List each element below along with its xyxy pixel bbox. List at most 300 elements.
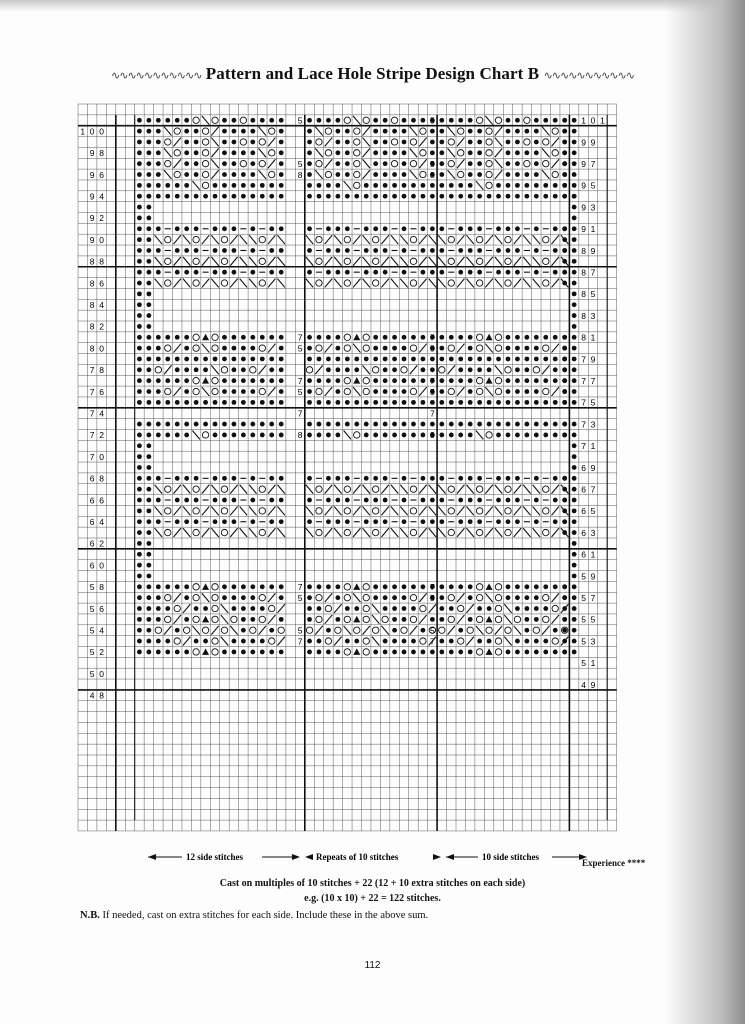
purl-dot: [184, 161, 189, 166]
ssk-backslash: [211, 159, 218, 168]
yarn-over-circle: [543, 508, 549, 514]
purl-dot: [572, 216, 577, 221]
purl-dot: [241, 129, 246, 134]
purl-dot: [213, 433, 218, 438]
purl-dot: [137, 639, 142, 644]
k2tog-slash: [183, 637, 190, 646]
purl-dot: [421, 183, 426, 188]
purl-dot: [326, 422, 331, 427]
purl-dot: [279, 140, 284, 145]
triangle-stitch: [486, 583, 493, 590]
purl-dot: [402, 519, 407, 524]
nb-label: N.B.: [80, 910, 100, 921]
purl-dot: [279, 617, 284, 622]
purl-dot: [496, 400, 501, 405]
purl-dot: [194, 422, 199, 427]
purl-dot: [383, 118, 388, 123]
ssk-backslash: [400, 485, 407, 494]
purl-dot: [232, 357, 237, 362]
purl-dot: [203, 357, 208, 362]
row-label-left: 4: [99, 408, 104, 419]
ssk-backslash: [466, 257, 473, 266]
ssk-backslash: [183, 506, 190, 515]
purl-dot: [184, 335, 189, 340]
purl-dot: [345, 129, 350, 134]
yarn-over-circle: [202, 182, 208, 188]
purl-dot: [562, 270, 567, 275]
purl-dot: [392, 650, 397, 655]
purl-dot: [184, 367, 189, 372]
ssk-backslash: [429, 257, 436, 266]
purl-dot: [279, 650, 284, 655]
ssk-backslash: [363, 365, 370, 374]
purl-dot: [562, 487, 567, 492]
purl-dot: [421, 476, 426, 481]
purl-dot: [250, 226, 255, 231]
purl-dot: [184, 346, 189, 351]
purl-dot: [307, 606, 312, 611]
row-label-left: 8: [99, 473, 104, 484]
purl-dot: [184, 595, 189, 600]
nb-text: If needed, cast on extra stitches for each side. Include these in the above sum.: [102, 910, 429, 921]
ssk-backslash: [429, 235, 436, 244]
purl-dot: [458, 118, 463, 123]
purl-dot: [354, 422, 359, 427]
purl-dot: [354, 400, 359, 405]
purl-dot: [458, 183, 463, 188]
purl-dot: [146, 530, 151, 535]
ssk-backslash: [448, 127, 455, 136]
ssk-backslash: [202, 116, 209, 125]
purl-dot: [279, 335, 284, 340]
stitch-count: 7: [297, 408, 303, 419]
yarn-over-circle: [372, 508, 378, 514]
purl-dot: [317, 194, 322, 199]
purl-dot: [279, 248, 284, 253]
purl-dot: [439, 617, 444, 622]
yarn-over-circle: [448, 529, 454, 535]
row-label-left: 6: [89, 473, 95, 484]
purl-dot: [269, 194, 274, 199]
k2tog-slash: [514, 279, 521, 288]
purl-dot: [213, 194, 218, 199]
purl-dot: [411, 639, 416, 644]
purl-dot: [515, 335, 520, 340]
ssk-backslash: [466, 506, 473, 515]
yarn-over-circle: [202, 139, 208, 145]
purl-dot: [572, 259, 577, 264]
purl-dot: [506, 270, 511, 275]
k2tog-slash: [381, 235, 388, 244]
purl-dot: [335, 248, 340, 253]
purl-dot: [373, 226, 378, 231]
k2tog-slash: [315, 365, 322, 374]
purl-dot: [213, 226, 218, 231]
yarn-over-circle: [524, 117, 530, 123]
row-label-left: 8: [89, 278, 95, 289]
purl-dot: [534, 129, 539, 134]
ssk-backslash: [438, 235, 445, 244]
row-label-left: 0: [99, 560, 104, 571]
purl-dot: [402, 378, 407, 383]
purl-dot: [241, 628, 246, 633]
yarn-over-circle: [165, 236, 171, 242]
purl-dot: [137, 270, 142, 275]
purl-dot: [269, 433, 274, 438]
yarn-over-circle: [420, 638, 426, 644]
purl-dot: [279, 183, 284, 188]
purl-dot: [383, 498, 388, 503]
row-label-right: 9: [590, 571, 596, 582]
purl-dot: [137, 606, 142, 611]
yarn-over-circle: [505, 258, 511, 264]
purl-dot: [307, 617, 312, 622]
yarn-over-circle: [174, 638, 180, 644]
k2tog-slash: [202, 485, 209, 494]
purl-dot: [146, 400, 151, 405]
ssk-backslash: [438, 528, 445, 537]
k2tog-slash: [164, 365, 171, 374]
row-label-left: 0: [99, 126, 104, 137]
k2tog-slash: [552, 615, 559, 624]
row-label-right: 1: [590, 224, 596, 235]
purl-dot: [534, 433, 539, 438]
purl-dot: [335, 617, 340, 622]
purl-dot: [562, 183, 567, 188]
k2tog-slash: [363, 170, 370, 179]
purl-dot: [383, 476, 388, 481]
purl-dot: [156, 433, 161, 438]
purl-dot: [213, 476, 218, 481]
purl-dot: [137, 563, 142, 568]
purl-dot: [373, 357, 378, 362]
purl-dot: [250, 150, 255, 155]
purl-dot: [279, 389, 284, 394]
k2tog-slash: [211, 626, 218, 635]
purl-dot: [524, 378, 529, 383]
purl-dot: [250, 335, 255, 340]
purl-dot: [194, 367, 199, 372]
purl-dot: [232, 194, 237, 199]
purl-dot: [146, 584, 151, 589]
yarn-over-circle: [533, 627, 539, 633]
ssk-backslash: [495, 485, 502, 494]
purl-dot: [232, 226, 237, 231]
purl-dot: [232, 519, 237, 524]
purl-dot: [345, 270, 350, 275]
stitch-count: 5: [297, 115, 303, 126]
purl-dot: [468, 617, 473, 622]
purl-dot: [222, 129, 227, 134]
purl-dot: [392, 172, 397, 177]
purl-dot: [524, 422, 529, 427]
purl-dot: [194, 357, 199, 362]
k2tog-slash: [552, 138, 559, 147]
purl-dot: [392, 584, 397, 589]
purl-dot: [317, 357, 322, 362]
purl-dot: [232, 248, 237, 253]
purl-dot: [562, 161, 567, 166]
purl-dot: [146, 606, 151, 611]
purl-dot: [364, 194, 369, 199]
purl-dot: [307, 498, 312, 503]
k2tog-slash: [353, 528, 360, 537]
yarn-over-circle: [505, 627, 511, 633]
purl-dot: [137, 498, 142, 503]
purl-dot: [175, 248, 180, 253]
purl-dot: [572, 465, 577, 470]
ssk-backslash: [277, 528, 284, 537]
purl-dot: [421, 433, 426, 438]
purl-dot: [562, 118, 567, 123]
ssk-backslash: [466, 279, 473, 288]
purl-dot: [477, 422, 482, 427]
yarn-over-circle: [543, 280, 549, 286]
ssk-backslash: [372, 637, 379, 646]
ssk-backslash: [363, 279, 370, 288]
purl-dot: [496, 194, 501, 199]
row-label-right: 0: [590, 115, 596, 126]
ssk-backslash: [542, 127, 549, 136]
purl-dot: [307, 335, 312, 340]
purl-dot: [335, 595, 340, 600]
purl-dot: [553, 183, 558, 188]
title-ornament-right: ∿∿∿∿∿∿∿∿∿∿∿: [543, 70, 634, 82]
yarn-over-circle: [259, 486, 265, 492]
purl-dot: [137, 346, 142, 351]
purl-dot: [203, 639, 208, 644]
yarn-over-circle: [448, 616, 454, 622]
chart-symbols: [137, 116, 576, 656]
yarn-over-circle: [278, 627, 284, 633]
yarn-over-circle: [316, 616, 322, 622]
ssk-backslash: [221, 604, 228, 613]
k2tog-slash: [457, 387, 464, 396]
purl-dot: [250, 433, 255, 438]
ssk-backslash: [183, 279, 190, 288]
purl-dot: [279, 129, 284, 134]
purl-dot: [232, 346, 237, 351]
k2tog-slash: [419, 485, 426, 494]
purl-dot: [364, 422, 369, 427]
k2tog-slash: [268, 279, 275, 288]
purl-dot: [515, 161, 520, 166]
yarn-over-circle: [155, 367, 161, 373]
ssk-backslash: [249, 506, 256, 515]
k2tog-slash: [277, 604, 284, 613]
purl-dot: [335, 357, 340, 362]
purl-dot: [562, 650, 567, 655]
purl-dot: [402, 400, 407, 405]
purl-dot: [156, 357, 161, 362]
row-label-right: 7: [590, 158, 596, 169]
yarn-over-circle: [552, 128, 558, 134]
purl-dot: [468, 346, 473, 351]
purl-dot: [553, 357, 558, 362]
purl-dot: [506, 357, 511, 362]
purl-dot: [421, 194, 426, 199]
purl-dot: [222, 498, 227, 503]
purl-dot: [562, 367, 567, 372]
page-spine-shadow: [665, 0, 745, 1024]
purl-dot: [383, 270, 388, 275]
purl-dot: [307, 270, 312, 275]
k2tog-slash: [268, 528, 275, 537]
ssk-backslash: [183, 235, 190, 244]
purl-dot: [524, 346, 529, 351]
ssk-backslash: [504, 615, 511, 624]
ssk-backslash: [164, 170, 171, 179]
yarn-over-circle: [250, 367, 256, 373]
stitch-count: 7: [430, 332, 435, 343]
ssk-backslash: [466, 235, 473, 244]
ssk-backslash: [249, 235, 256, 244]
purl-dot: [553, 519, 558, 524]
purl-dot: [468, 118, 473, 123]
ssk-backslash: [438, 257, 445, 266]
k2tog-slash: [277, 637, 284, 646]
purl-dot: [137, 140, 142, 145]
purl-dot: [553, 422, 558, 427]
purl-dot: [269, 584, 274, 589]
purl-dot: [449, 357, 454, 362]
ssk-backslash: [211, 257, 218, 266]
k2tog-slash: [174, 138, 181, 147]
purl-dot: [137, 313, 142, 318]
purl-dot: [279, 595, 284, 600]
yarn-over-circle: [552, 638, 558, 644]
purl-dot: [562, 508, 567, 513]
purl-dot: [439, 248, 444, 253]
ssk-backslash: [155, 257, 162, 266]
ssk-backslash: [344, 431, 351, 440]
purl-dot: [506, 389, 511, 394]
yarn-over-circle: [174, 605, 180, 611]
purl-dot: [232, 183, 237, 188]
yarn-over-circle: [202, 171, 208, 177]
purl-dot: [383, 150, 388, 155]
purl-dot: [553, 335, 558, 340]
purl-dot: [269, 422, 274, 427]
purl-dot: [203, 422, 208, 427]
purl-dot: [506, 150, 511, 155]
purl-dot: [146, 248, 151, 253]
purl-dot: [534, 150, 539, 155]
purl-dot: [449, 118, 454, 123]
purl-dot: [553, 248, 558, 253]
purl-dot: [156, 161, 161, 166]
k2tog-slash: [268, 138, 275, 147]
yarn-over-circle: [543, 258, 549, 264]
purl-dot: [137, 291, 142, 296]
purl-dot: [572, 324, 577, 329]
yarn-over-circle: [174, 128, 180, 134]
purl-dot: [156, 606, 161, 611]
purl-dot: [392, 378, 397, 383]
stitch-count: 7: [430, 636, 435, 647]
purl-dot: [402, 617, 407, 622]
purl-dot: [449, 584, 454, 589]
purl-dot: [250, 650, 255, 655]
purl-dot: [137, 389, 142, 394]
k2tog-slash: [325, 506, 332, 515]
purl-dot: [553, 498, 558, 503]
purl-dot: [534, 357, 539, 362]
purl-dot: [307, 226, 312, 231]
purl-dot: [279, 226, 284, 231]
yarn-over-circle: [476, 584, 482, 590]
ssk-backslash: [211, 485, 218, 494]
purl-dot: [326, 476, 331, 481]
purl-dot: [326, 335, 331, 340]
purl-dot: [562, 335, 567, 340]
purl-dot: [222, 595, 227, 600]
purl-dot: [562, 378, 567, 383]
yarn-over-circle: [410, 258, 416, 264]
purl-dot: [194, 248, 199, 253]
purl-dot: [279, 118, 284, 123]
yarn-over-circle: [524, 160, 530, 166]
purl-dot: [383, 389, 388, 394]
purl-dot: [250, 639, 255, 644]
purl-dot: [430, 150, 435, 155]
row-label-right: 7: [590, 267, 596, 278]
purl-dot: [137, 150, 142, 155]
purl-dot: [496, 433, 501, 438]
k2tog-slash: [259, 365, 266, 374]
purl-dot: [515, 606, 520, 611]
k2tog-slash: [211, 127, 218, 136]
yarn-over-circle: [552, 150, 558, 156]
purl-dot: [515, 118, 520, 123]
purl-dot: [175, 226, 180, 231]
k2tog-slash: [419, 615, 426, 624]
purl-dot: [156, 346, 161, 351]
purl-dot: [165, 650, 170, 655]
row-label-right: 9: [590, 462, 596, 473]
purl-dot: [562, 433, 567, 438]
purl-dot: [553, 367, 558, 372]
purl-dot: [137, 628, 142, 633]
yarn-over-circle: [476, 616, 482, 622]
purl-dot: [477, 476, 482, 481]
stitch-count: 8: [297, 430, 303, 441]
yarn-over-circle: [543, 160, 549, 166]
purl-dot: [184, 270, 189, 275]
purl-dot: [222, 519, 227, 524]
purl-dot: [430, 422, 435, 427]
purl-dot: [146, 443, 151, 448]
purl-dot: [449, 650, 454, 655]
triangle-stitch: [202, 334, 209, 341]
yarn-over-circle: [250, 627, 256, 633]
purl-dot: [213, 519, 218, 524]
purl-dot: [184, 183, 189, 188]
k2tog-slash: [485, 485, 492, 494]
ssk-backslash: [400, 235, 407, 244]
purl-dot: [137, 161, 142, 166]
purl-dot: [156, 400, 161, 405]
yarn-over-circle: [420, 128, 426, 134]
purl-dot: [458, 378, 463, 383]
ssk-backslash: [363, 506, 370, 515]
purl-dot: [335, 335, 340, 340]
purl-dot: [184, 422, 189, 427]
purl-dot: [137, 508, 142, 513]
purl-dot: [562, 628, 567, 633]
purl-dot: [250, 161, 255, 166]
purl-dot: [430, 617, 435, 622]
